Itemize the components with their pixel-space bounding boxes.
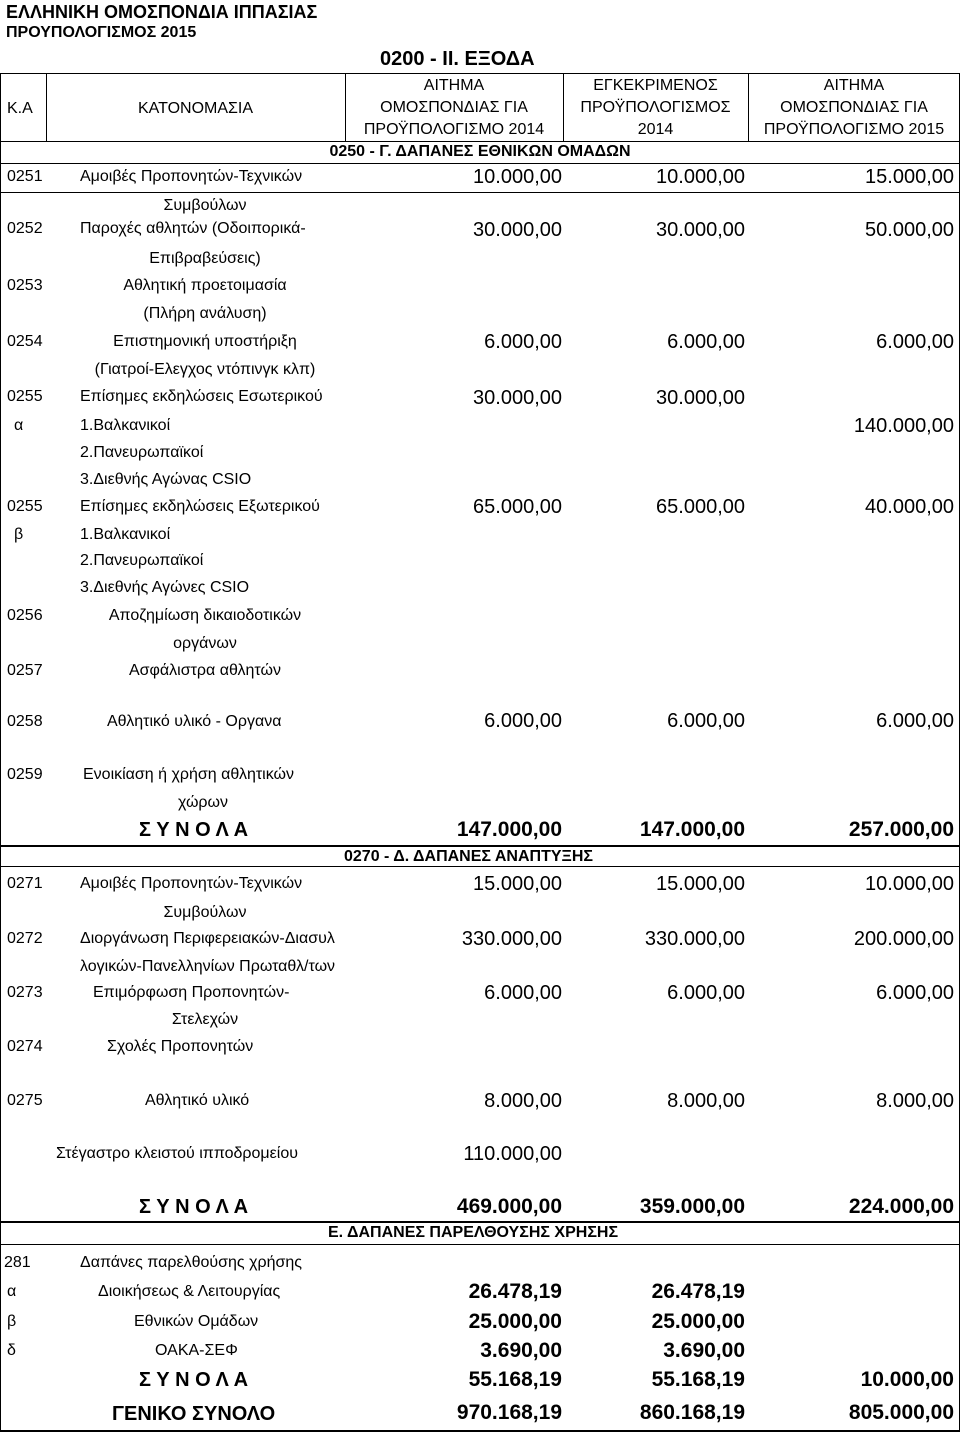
row-name: Ενοικίαση ή χρήση αθλητικών	[83, 766, 295, 783]
row-value-req-2015: 200.000,00	[853, 928, 954, 950]
total-req-2014: 469.000,00	[456, 1195, 562, 1218]
row-name-cont: (Πλήρη ανάλυση)	[143, 305, 267, 322]
row-name: Διοργάνωση Περιφερειακών-Διασυλ	[80, 930, 335, 947]
row-value-req-2015: 40.000,00	[865, 496, 954, 518]
row-value-req-2014: 6.000,00	[484, 982, 562, 1004]
row-value-req-2015: 6.000,00	[876, 331, 954, 353]
row-value-req-2014: 30.000,00	[473, 219, 562, 241]
total-req-2014: 147.000,00	[456, 818, 562, 841]
row-value-req-2014: 10.000,00	[473, 166, 562, 188]
total-appr-2014: 147.000,00	[639, 818, 745, 841]
row-value-req-2014: 6.000,00	[484, 710, 562, 732]
budget-title: ΠΡΟΥΠΟΛΟΓΙΣΜΟΣ 2015	[6, 24, 197, 41]
row-code: 0256	[7, 607, 43, 624]
row-item: 2.Πανευρωπαϊκοί	[80, 444, 204, 461]
row-value-req-2014: 25.000,00	[468, 1310, 562, 1333]
row-value-req-2015: 15.000,00	[865, 166, 954, 188]
chapter-title: 0200 - ΙΙ. ΕΞΟΔΑ	[380, 48, 535, 70]
row-subcode: β	[14, 526, 24, 543]
row-code: 0275	[7, 1092, 43, 1109]
row-code: 0274	[7, 1038, 43, 1055]
row-item: 1.Βαλκανικοί	[80, 417, 171, 434]
row-code: 0257	[7, 662, 43, 679]
row-code: δ	[7, 1342, 16, 1359]
row-name: Επιστημονική υποστήριξη	[113, 333, 297, 350]
grand-total-appr-2014: 860.168,19	[639, 1401, 745, 1424]
row-value-req-2015: 8.000,00	[876, 1090, 954, 1112]
row-code: 0259	[7, 766, 43, 783]
row-code: 0273	[7, 984, 43, 1001]
col-approved-2014-line3: 2014	[637, 121, 674, 138]
row-value-req-2015: 140.000,00	[853, 415, 954, 437]
row-value-appr-2014: 6.000,00	[667, 982, 745, 1004]
col-approved-2014-line1: ΕΓΚΕΚΡΙΜΕΝΟΣ	[593, 77, 718, 94]
row-name-cont: Στελεχών	[171, 1011, 239, 1028]
row-name: Επίσημες εκδηλώσεις Εξωτερικού	[80, 498, 320, 515]
total-appr-2014: 359.000,00	[639, 1195, 745, 1218]
row-code: β	[7, 1313, 17, 1330]
col-name-header: ΚΑΤΟΝΟΜΑΣΙΑ	[137, 100, 254, 117]
total-req-2015: 10.000,00	[860, 1368, 954, 1391]
row-code: 0272	[7, 930, 43, 947]
row-name-cont: χώρων	[177, 794, 229, 811]
row-name-cont: (Γιατροί-Ελεγχος ντόπινγκ κλπ)	[94, 361, 316, 378]
total-appr-2014: 55.168,19	[651, 1368, 745, 1391]
row-value-appr-2014: 3.690,00	[663, 1339, 745, 1362]
col-request-2014-line2: ΟΜΟΣΠΟΝΔΙΑΣ ΓΙΑ	[380, 99, 528, 116]
row-value-appr-2014: 330.000,00	[644, 928, 745, 950]
row-name: ΟΑΚΑ-ΣΕΦ	[155, 1342, 238, 1359]
row-value-req-2014: 30.000,00	[473, 387, 562, 409]
row-name: Αμοιβές Προπονητών-Τεχνικών	[80, 168, 303, 185]
row-name: Αποζημίωση δικαιοδοτικών	[108, 607, 302, 624]
row-value-appr-2014: 8.000,00	[667, 1090, 745, 1112]
row-value-req-2015: 10.000,00	[865, 873, 954, 895]
col-request-2014-line3: ΠΡΟΫΠΟΛΟΓΙΣΜΟ 2014	[363, 121, 545, 138]
row-code: 0258	[7, 713, 43, 730]
row-code: 0253	[7, 277, 43, 294]
row-name: Αθλητικό υλικό	[145, 1092, 250, 1109]
row-code: α	[7, 1283, 17, 1300]
section-e-title: Ε. ΔΑΠΑΝΕΣ ΠΑΡΕΛΘΟΥΣΗΣ ΧΡΗΣΗΣ	[328, 1224, 619, 1241]
row-name: Παροχές αθλητών (Οδοιπορικά-	[80, 220, 306, 237]
col-request-2015-line1: ΑΙΤΗΜΑ	[823, 77, 885, 94]
row-name: Αμοιβές Προπονητών-Τεχνικών	[80, 875, 303, 892]
grand-total-req-2014: 970.168,19	[456, 1401, 562, 1424]
row-value-appr-2014: 6.000,00	[667, 710, 745, 732]
row-value-appr-2014: 15.000,00	[656, 873, 745, 895]
section-g-title: 0250 - Γ. ΔΑΠΑΝΕΣ ΕΘΝΙΚΩΝ ΟΜΑΔΩΝ	[329, 143, 631, 160]
total-req-2015: 224.000,00	[848, 1195, 954, 1218]
row-subcode: α	[14, 417, 24, 434]
row-value-req-2015: 50.000,00	[865, 219, 954, 241]
row-value-req-2014: 65.000,00	[473, 496, 562, 518]
row-name-cont: Συμβούλων	[163, 904, 247, 921]
row-code: 0254	[7, 333, 43, 350]
total-label: Σ Υ Ν Ο Λ Α	[139, 1196, 249, 1218]
total-label: Σ Υ Ν Ο Λ Α	[139, 1369, 249, 1391]
row-value-appr-2014: 65.000,00	[656, 496, 745, 518]
row-code: 281	[4, 1254, 31, 1271]
section-d-title: 0270 - Δ. ΔΑΠΑΝΕΣ ΑΝΑΠΤΥΞΗΣ	[344, 848, 593, 865]
row-value-appr-2014: 26.478,19	[651, 1280, 745, 1303]
row-code: 0255	[7, 388, 43, 405]
row-value-appr-2014: 30.000,00	[656, 219, 745, 241]
grand-total-label: ΓΕΝΙΚΟ ΣΥΝΟΛΟ	[112, 1403, 276, 1425]
row-value-req-2014: 26.478,19	[468, 1280, 562, 1303]
total-req-2015: 257.000,00	[848, 818, 954, 841]
total-label: Σ Υ Ν Ο Λ Α	[139, 819, 249, 841]
row-item: 2.Πανευρωπαϊκοί	[80, 552, 204, 569]
row-name: Επίσημες εκδηλώσεις Εσωτερικού	[80, 388, 323, 405]
row-name-cont: Επιβραβεύσεις)	[149, 250, 261, 267]
row-name: Εθνικών Ομάδων	[134, 1313, 259, 1330]
grand-total-req-2015: 805.000,00	[848, 1401, 954, 1424]
row-code: 0251	[7, 168, 43, 185]
row-item: 3.Διεθνής Αγώνες CSIO	[80, 579, 250, 596]
row-name: Ασφάλιστρα αθλητών	[128, 662, 282, 679]
row-name: Διοικήσεως & Λειτουργίας	[98, 1283, 281, 1300]
row-name-cont: οργάνων	[173, 635, 237, 652]
row-name: Σχολές Προπονητών	[107, 1038, 254, 1055]
col-code-header: Κ.Α	[7, 100, 33, 117]
row-value-req-2014: 8.000,00	[484, 1090, 562, 1112]
row-value-req-2014: 15.000,00	[473, 873, 562, 895]
row-name: Αθλητικό υλικό - Οργανα	[107, 713, 282, 730]
row-item: 1.Βαλκανικοί	[80, 526, 171, 543]
row-value-appr-2014: 25.000,00	[651, 1310, 745, 1333]
row-value-appr-2014: 6.000,00	[667, 331, 745, 353]
col-request-2014-line1: ΑΙΤΗΜΑ	[423, 77, 485, 94]
row-name-cont: Συμβούλων	[163, 197, 247, 214]
row-name: Δαπάνες παρελθούσης χρήσης	[80, 1254, 302, 1271]
row-value-appr-2014: 30.000,00	[656, 387, 745, 409]
row-code: 0252	[7, 220, 43, 237]
row-item: 3.Διεθνής Αγώνας CSIO	[80, 471, 252, 488]
row-name: Στέγαστρο κλειστού ιπποδρομείου	[56, 1145, 298, 1162]
row-value-req-2015: 6.000,00	[876, 982, 954, 1004]
row-value-req-2014: 6.000,00	[484, 331, 562, 353]
row-name-cont: λογικών-Πανελληνίων Πρωταθλ/των	[80, 958, 336, 975]
col-approved-2014-line2: ΠΡΟΫΠΟΛΟΓΙΣΜΟΣ	[580, 99, 731, 116]
row-name: Επιμόρφωση Προπονητών-	[93, 984, 290, 1001]
col-request-2015-line2: ΟΜΟΣΠΟΝΔΙΑΣ ΓΙΑ	[780, 99, 928, 116]
row-code: 0271	[7, 875, 43, 892]
row-value-req-2014: 330.000,00	[461, 928, 562, 950]
row-value-req-2014: 110.000,00	[463, 1143, 562, 1165]
row-name: Αθλητική προετοιμασία	[123, 277, 287, 294]
total-req-2014: 55.168,19	[468, 1368, 562, 1391]
col-request-2015-line3: ΠΡΟΫΠΟΛΟΓΙΣΜΟ 2015	[763, 121, 945, 138]
row-value-req-2014: 3.690,00	[480, 1339, 562, 1362]
row-value-appr-2014: 10.000,00	[656, 166, 745, 188]
row-code: 0255	[7, 498, 43, 515]
org-title: ΕΛΛΗΝΙΚΗ ΟΜΟΣΠΟΝΔΙΑ ΙΠΠΑΣΙΑΣ	[6, 2, 318, 22]
row-value-req-2015: 6.000,00	[876, 710, 954, 732]
